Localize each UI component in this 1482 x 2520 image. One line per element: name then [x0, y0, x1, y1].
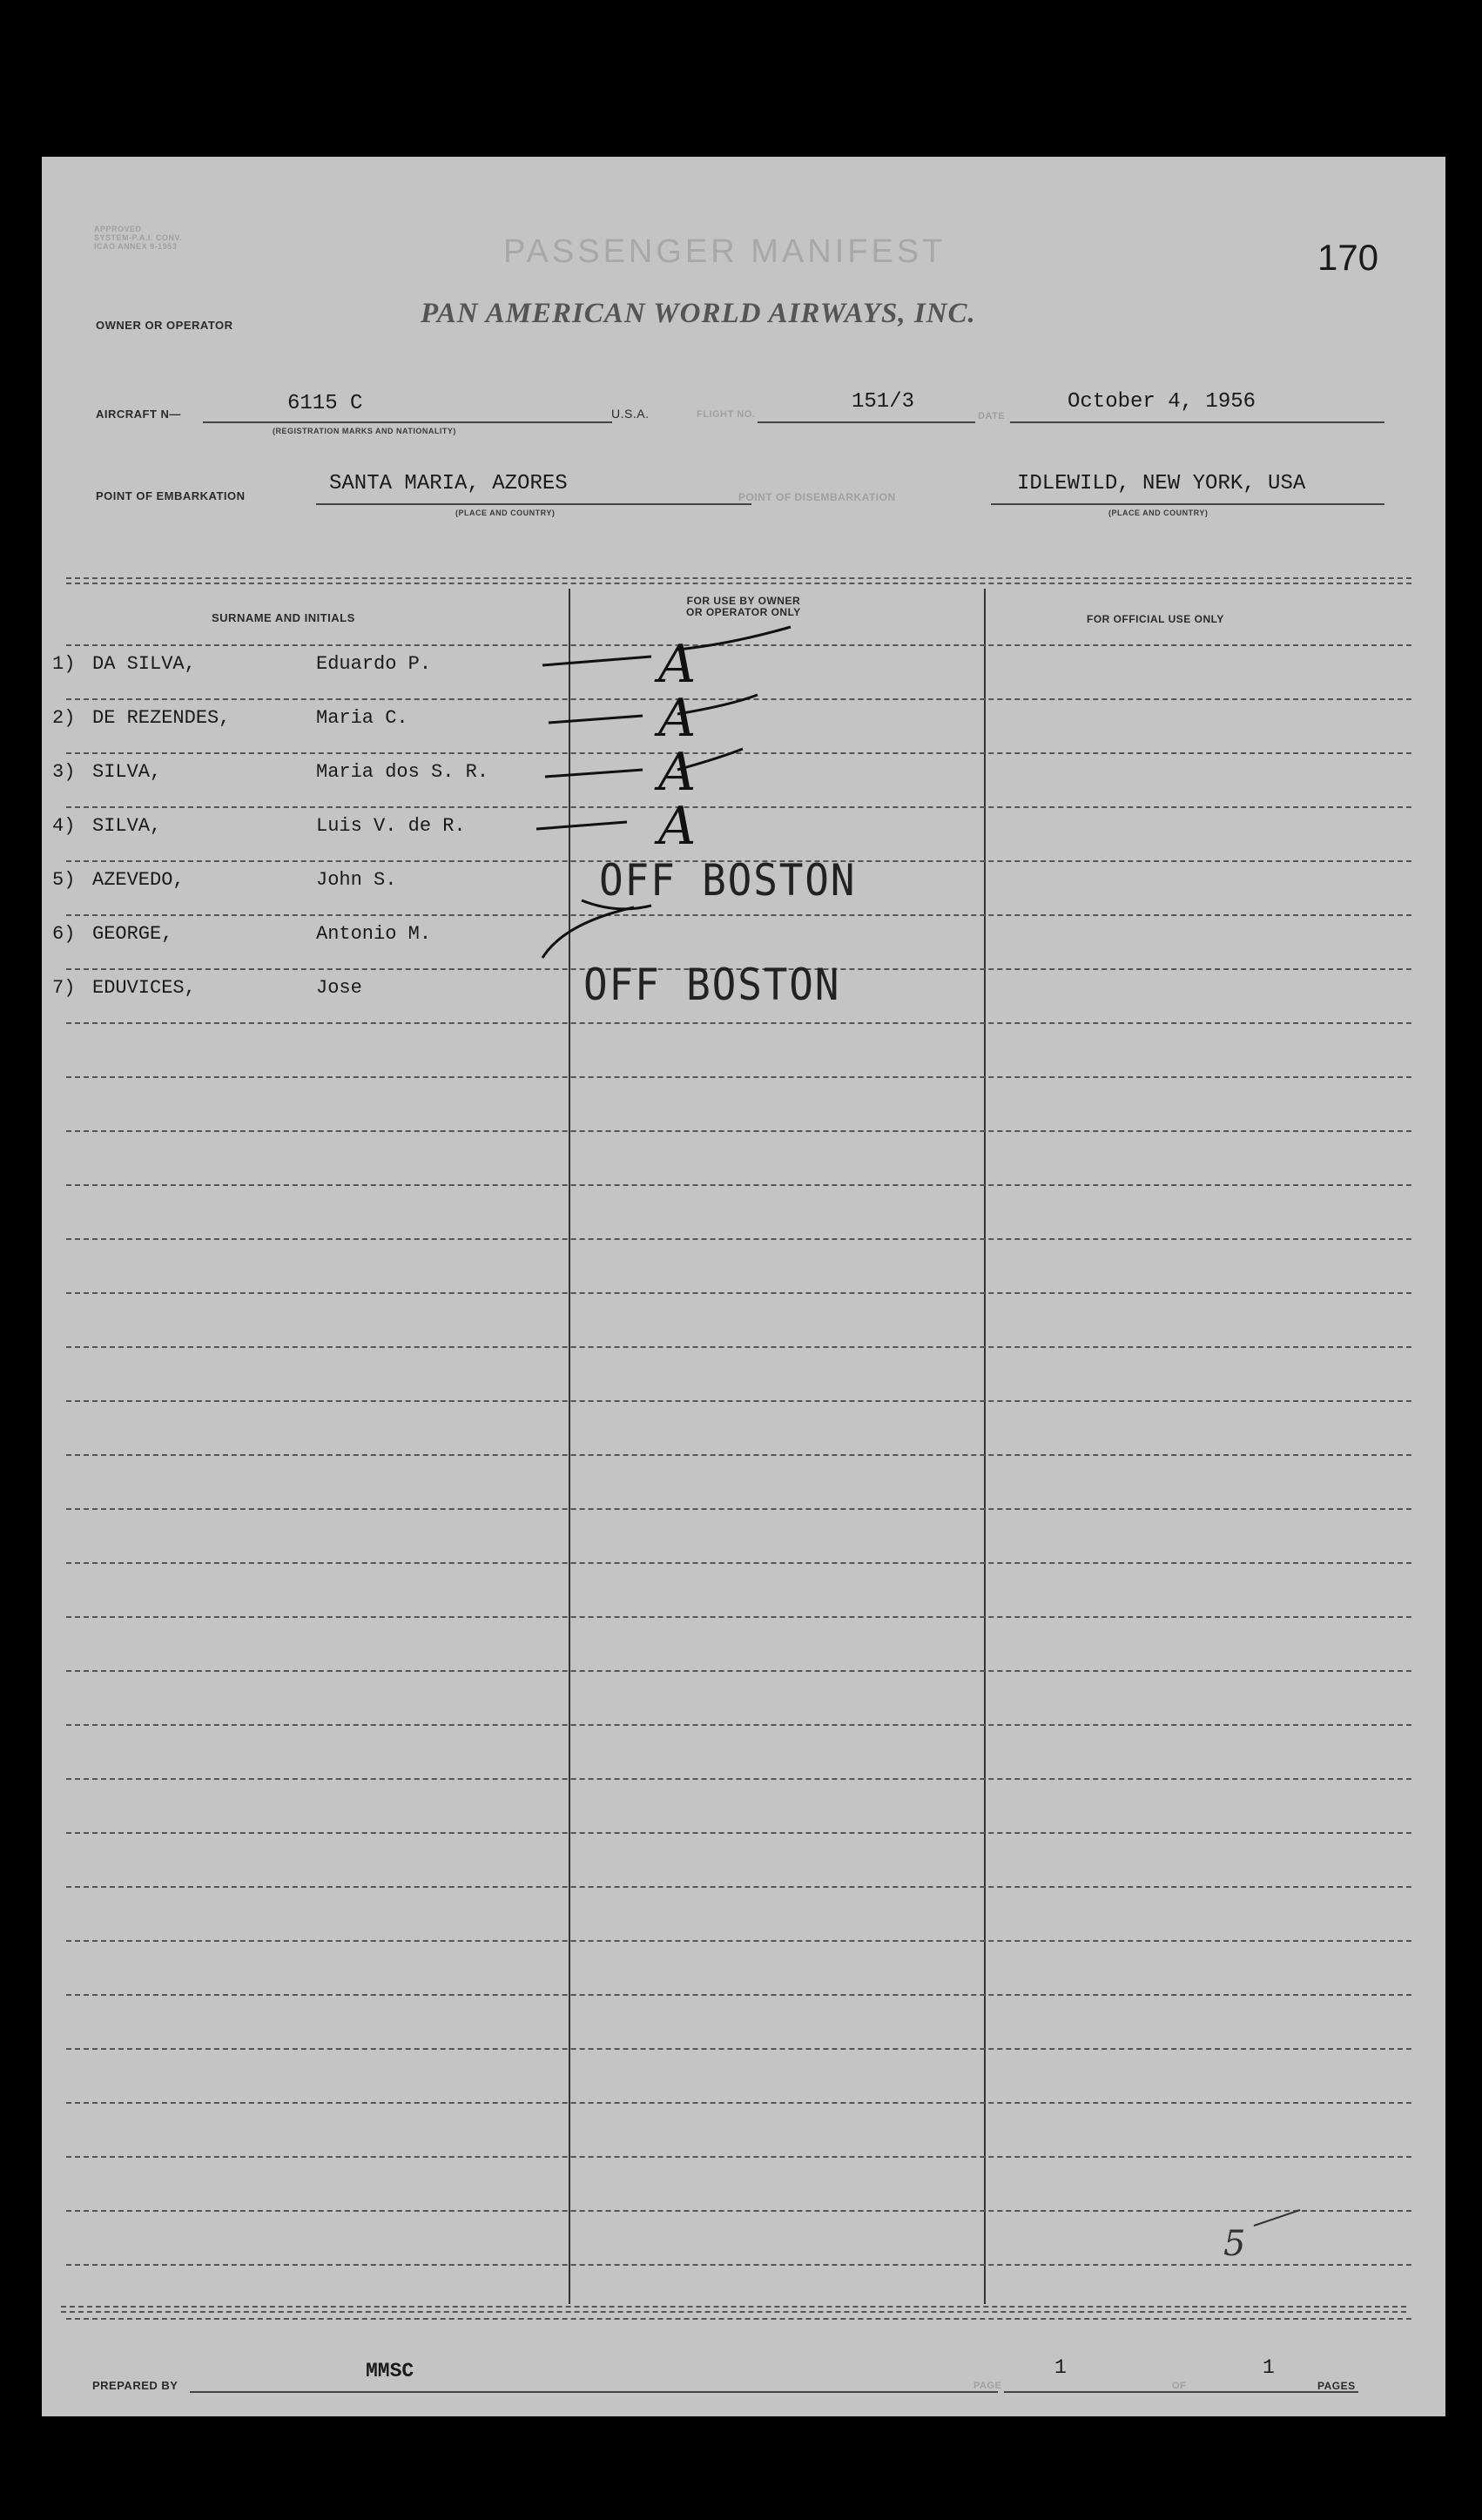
passenger-initials: Luis V. de R. [316, 815, 466, 837]
disembarkation-value: IDLEWILD, NEW YORK, USA [1017, 472, 1306, 495]
disembarkation-label: POINT OF DISEMBARKATION [738, 491, 896, 503]
page-number: 170 [1317, 237, 1379, 278]
handwritten-mark: A [658, 742, 697, 803]
col-header-owner-use: FOR USE BY OWNER OR OPERATOR ONLY [686, 595, 801, 618]
handwritten-mark: A [658, 688, 697, 749]
row-rule [66, 1454, 1411, 1456]
date-value: October 4, 1956 [1068, 390, 1256, 414]
flight-value: 151/3 [852, 390, 915, 414]
passenger-number: 3) [52, 761, 76, 783]
row-rule [66, 2210, 1411, 2212]
disembarkation-caption: (PLACE AND COUNTRY) [1108, 509, 1209, 517]
handwritten-strokes [42, 157, 1445, 1202]
passenger-initials: Jose [316, 977, 362, 999]
pencil-stroke [1252, 2207, 1304, 2233]
row-rule [66, 1238, 1411, 1240]
embarkation-label: POINT OF EMBARKATION [96, 489, 246, 502]
owner-name: PAN AMERICAN WORLD AIRWAYS, INC. [421, 298, 976, 329]
passenger-initials: John S. [316, 869, 397, 891]
row-rule [66, 1994, 1411, 1996]
aircraft-value: 6115 C [287, 392, 363, 415]
col-header-surname: SURNAME AND INITIALS [212, 611, 355, 624]
col-header-official-use: FOR OFFICIAL USE ONLY [1087, 613, 1224, 625]
row-rule [66, 1724, 1411, 1726]
date-label: DATE [978, 411, 1006, 421]
handwritten-mark: A [658, 634, 697, 695]
passenger-initials: Maria C. [316, 707, 408, 729]
row-rule [66, 1292, 1411, 1294]
row-rule [66, 1346, 1411, 1348]
prepared-by-label: PREPARED BY [92, 2379, 179, 2392]
passenger-number: 7) [52, 977, 76, 999]
row-rule [66, 1832, 1411, 1834]
registration-caption: (REGISTRATION MARKS AND NATIONALITY) [273, 427, 456, 435]
passenger-initials: Antonio M. [316, 923, 432, 945]
usa-label: U.S.A. [611, 407, 650, 421]
owner-label: OWNER OR OPERATOR [96, 319, 233, 332]
passenger-surname: EDUVICES, [92, 977, 196, 999]
of-value: 1 [1263, 2356, 1275, 2379]
prepared-by-value: MMSC [366, 2360, 414, 2382]
embarkation-caption: (PLACE AND COUNTRY) [455, 509, 556, 517]
handwritten-mark: A [658, 796, 697, 857]
aircraft-label: AIRCRAFT N— [96, 408, 181, 421]
passenger-number: 4) [52, 815, 76, 837]
passenger-initials: Eduardo P. [316, 653, 432, 675]
row-rule [66, 2318, 1411, 2320]
passenger-surname: GEORGE, [92, 923, 173, 945]
embarkation-value: SANTA MARIA, AZORES [329, 472, 568, 495]
row-rule [66, 2048, 1411, 2050]
flight-label: FLIGHT NO. [697, 409, 756, 420]
row-rule [66, 2156, 1411, 2158]
row-rule [66, 2264, 1411, 2266]
row-rule [66, 1670, 1411, 1672]
passenger-surname: DE REZENDES, [92, 707, 231, 729]
passenger-number: 1) [52, 653, 76, 675]
off-boston-stamp: OFF BOSTON [583, 960, 841, 1010]
row-rule [66, 1616, 1411, 1618]
row-rule [66, 1508, 1411, 1510]
passenger-surname: SILVA, [92, 761, 162, 783]
manifest-sheet [42, 157, 1445, 2416]
off-boston-stamp: OFF BOSTON [599, 855, 857, 906]
passenger-initials: Maria dos S. R. [316, 761, 489, 783]
passenger-surname: AZEVEDO, [92, 869, 185, 891]
row-rule [66, 1562, 1411, 1564]
passenger-surname: SILVA, [92, 815, 162, 837]
passenger-number: 2) [52, 707, 76, 729]
passenger-number: 6) [52, 923, 76, 945]
row-rule [66, 1400, 1411, 1402]
page-value: 1 [1054, 2356, 1067, 2379]
passenger-number: 5) [52, 869, 76, 891]
pencil-mark: 5 [1223, 2224, 1246, 2264]
row-rule [66, 1778, 1411, 1780]
approval-stamp: APPROVED SYSTEM-P.A.I. CONV. ICAO ANNEX 9-1953 [94, 225, 183, 251]
row-rule [66, 2102, 1411, 2104]
pages-label: PAGES [1317, 2380, 1356, 2392]
row-rule [66, 1940, 1411, 1942]
of-label: OF [1172, 2381, 1187, 2391]
form-title: PASSENGER MANIFEST [503, 233, 946, 270]
passenger-surname: DA SILVA, [92, 653, 196, 675]
row-rule [66, 1886, 1411, 1888]
page-label: PAGE [973, 2381, 1002, 2391]
